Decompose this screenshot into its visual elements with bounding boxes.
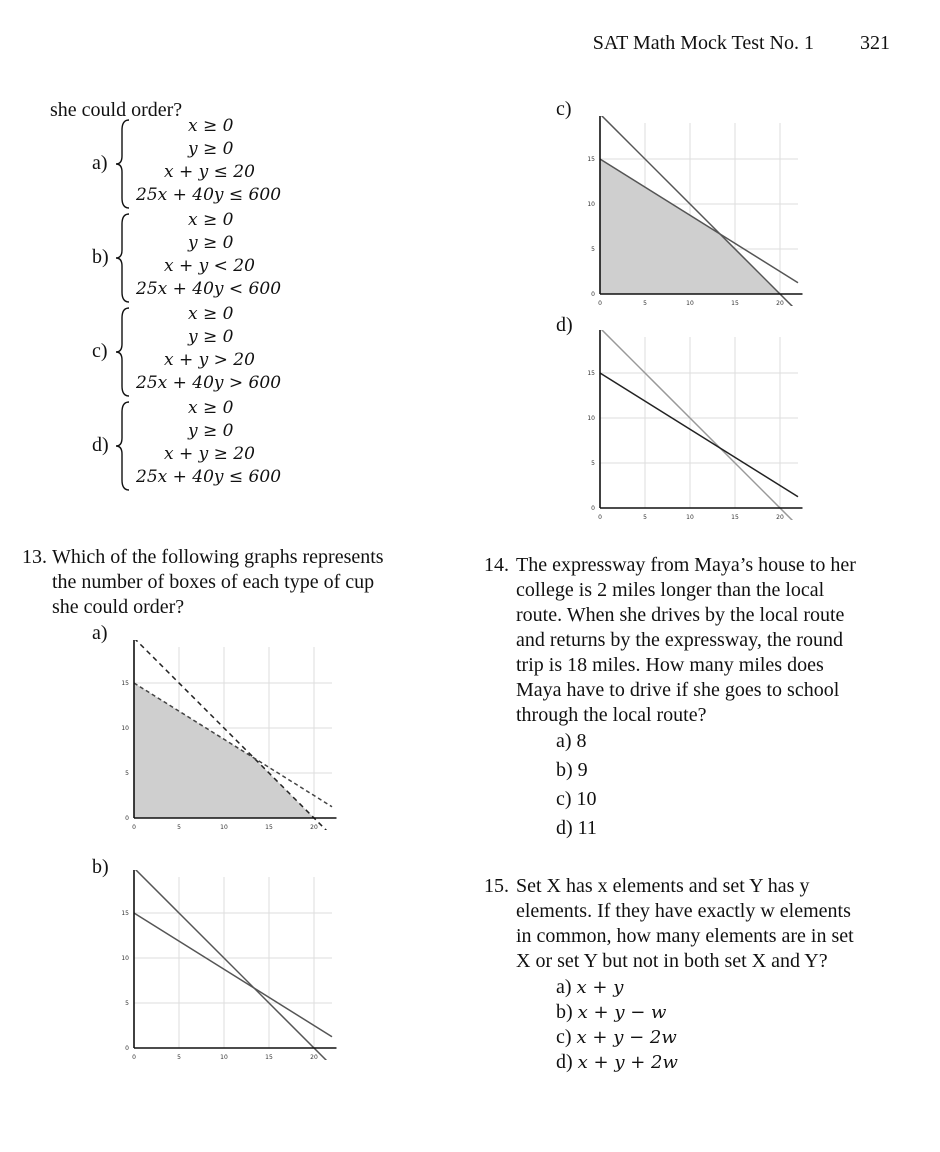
q15-line: in common, how many elements are in set: [516, 925, 854, 947]
y-tick-label: 5: [125, 1000, 129, 1007]
y-tick-label: 15: [587, 370, 595, 377]
q15-choice-c: [556, 1026, 677, 1049]
q15-line: X or set Y but not in both set X and Y?: [516, 950, 828, 972]
y-tick-label: 0: [591, 505, 595, 512]
x-tick-label: 5: [643, 514, 647, 520]
question-15-number: 15.: [484, 875, 509, 897]
inequality-line: x ≥ 0: [188, 304, 234, 324]
y-tick-label: 5: [591, 246, 595, 253]
choice-value: x + y: [576, 977, 624, 998]
inequality-line: x + y ≥ 20: [164, 444, 255, 464]
x-tick-label: 10: [220, 824, 228, 830]
x-tick-label: 10: [686, 300, 694, 306]
line-25x-plus-40y: [134, 913, 332, 1037]
graph-svg: [578, 116, 808, 306]
x-tick-label: 20: [776, 300, 784, 306]
x-tick-label: 0: [598, 514, 602, 520]
inequality-system: [92, 118, 392, 210]
q14-line: Maya have to drive if she goes to school: [516, 679, 840, 701]
x-tick-label: 15: [265, 1054, 273, 1060]
q13-line: the number of boxes of each type of cup: [52, 571, 375, 593]
question-14-number: 14.: [484, 554, 509, 576]
q15-choice-b: [556, 1001, 666, 1024]
q14-choice-b: [556, 759, 588, 782]
inequality-line: y ≥ 0: [188, 233, 234, 253]
choice-value: 9: [577, 759, 588, 781]
inequality-line: y ≥ 0: [188, 327, 234, 347]
inequality-system: [92, 212, 392, 304]
choice-label: b): [556, 1001, 573, 1023]
y-tick-label: 10: [121, 955, 129, 962]
line-x-plus-y: [600, 330, 798, 520]
q14-line: college is 2 miles longer than the local: [516, 579, 825, 601]
inequality-line: x + y < 20: [164, 256, 255, 276]
inequality-system: [92, 400, 392, 492]
choice-label: c): [556, 1026, 572, 1048]
y-tick-label: 15: [121, 680, 129, 687]
choice-value: 8: [576, 730, 587, 752]
option-label: c): [92, 340, 108, 362]
x-tick-label: 5: [177, 824, 181, 830]
q14-line: trip is 18 miles. How many miles does: [516, 654, 824, 676]
graph-svg: [112, 870, 342, 1060]
y-tick-label: 10: [587, 201, 595, 208]
line-x-plus-y: [134, 870, 332, 1060]
q14-choice-c: [556, 788, 597, 811]
x-tick-label: 0: [132, 824, 136, 830]
y-tick-label: 0: [125, 815, 129, 822]
choice-label: a): [556, 730, 572, 752]
choice-label: b): [556, 759, 573, 781]
y-tick-label: 15: [587, 156, 595, 163]
graph-svg: [578, 330, 808, 520]
question-15-text: [516, 874, 854, 974]
inequality-line: y ≥ 0: [188, 139, 234, 159]
q13-line: Which of the following graphs represents: [52, 546, 384, 568]
x-tick-label: 15: [265, 824, 273, 830]
choice-value: x + y − w: [577, 1002, 667, 1023]
page-number: 321: [860, 32, 890, 54]
line-25x-plus-40y: [600, 373, 798, 497]
graph-d: [578, 330, 808, 520]
question-14-text: [516, 553, 856, 728]
graph-c: [578, 116, 808, 306]
option-label: d): [92, 434, 109, 456]
running-title: SAT Math Mock Test No. 1: [592, 32, 814, 54]
q14-line: route. When she drives by the local route: [516, 604, 845, 626]
graph-label-c: c): [556, 98, 572, 120]
graph-label-d: d): [556, 314, 573, 336]
inequality-line: 25x + 40y ≤ 600: [136, 185, 282, 205]
question-13-text: [52, 545, 384, 620]
choice-value: x + y + 2w: [577, 1052, 678, 1073]
inequality-line: x + y > 20: [164, 350, 255, 370]
graph-svg: [112, 640, 342, 830]
graph-a: [112, 640, 342, 830]
q13-line: she could order?: [52, 596, 185, 618]
x-tick-label: 20: [776, 514, 784, 520]
page-header: [0, 32, 900, 62]
curly-brace: [114, 306, 132, 398]
option-label: a): [92, 152, 108, 174]
question-13-number: 13.: [22, 546, 47, 568]
y-tick-label: 10: [121, 725, 129, 732]
inequality-line: 25x + 40y < 600: [136, 279, 282, 299]
y-tick-label: 10: [587, 415, 595, 422]
choice-value: x + y − 2w: [576, 1027, 677, 1048]
y-tick-label: 0: [591, 291, 595, 298]
curly-brace: [114, 400, 132, 492]
q15-choice-d: [556, 1051, 678, 1074]
curly-brace: [114, 212, 132, 304]
question-12-tail: she could order?: [50, 99, 183, 121]
choice-label: a): [556, 976, 572, 998]
y-tick-label: 15: [121, 910, 129, 917]
inequality-line: x + y ≤ 20: [164, 162, 255, 182]
x-tick-label: 0: [598, 300, 602, 306]
choice-label: d): [556, 817, 573, 839]
x-tick-label: 10: [220, 1054, 228, 1060]
inequality-line: x ≥ 0: [188, 116, 234, 136]
choice-value: 11: [577, 817, 597, 839]
q15-choice-a: [556, 976, 623, 999]
x-tick-label: 10: [686, 514, 694, 520]
q14-line: through the local route?: [516, 704, 707, 726]
q15-line: Set X has x elements and set Y has y: [516, 875, 810, 897]
inequality-line: 25x + 40y > 600: [136, 373, 282, 393]
x-tick-label: 20: [310, 1054, 318, 1060]
curly-brace: [114, 118, 132, 210]
inequality-line: 25x + 40y ≤ 600: [136, 467, 282, 487]
x-tick-label: 5: [177, 1054, 181, 1060]
y-tick-label: 5: [591, 460, 595, 467]
y-tick-label: 0: [125, 1045, 129, 1052]
choice-label: c): [556, 788, 572, 810]
q14-choice-d: [556, 817, 597, 840]
q14-choice-a: [556, 730, 587, 753]
x-tick-label: 0: [132, 1054, 136, 1060]
q14-line: and returns by the expressway, the round: [516, 629, 843, 651]
inequality-line: x ≥ 0: [188, 398, 234, 418]
x-tick-label: 15: [731, 514, 739, 520]
x-tick-label: 5: [643, 300, 647, 306]
graph-label-b: b): [92, 856, 109, 878]
choice-label: d): [556, 1051, 573, 1073]
choice-value: 10: [576, 788, 597, 810]
q14-line: The expressway from Maya’s house to her: [516, 554, 856, 576]
q15-line: elements. If they have exactly w elements: [516, 900, 851, 922]
inequality-line: x ≥ 0: [188, 210, 234, 230]
graph-b: [112, 870, 342, 1060]
x-tick-label: 15: [731, 300, 739, 306]
y-tick-label: 5: [125, 770, 129, 777]
inequality-system: [92, 306, 392, 398]
x-tick-label: 20: [310, 824, 318, 830]
inequality-line: y ≥ 0: [188, 421, 234, 441]
graph-label-a: a): [92, 622, 108, 644]
option-label: b): [92, 246, 109, 268]
